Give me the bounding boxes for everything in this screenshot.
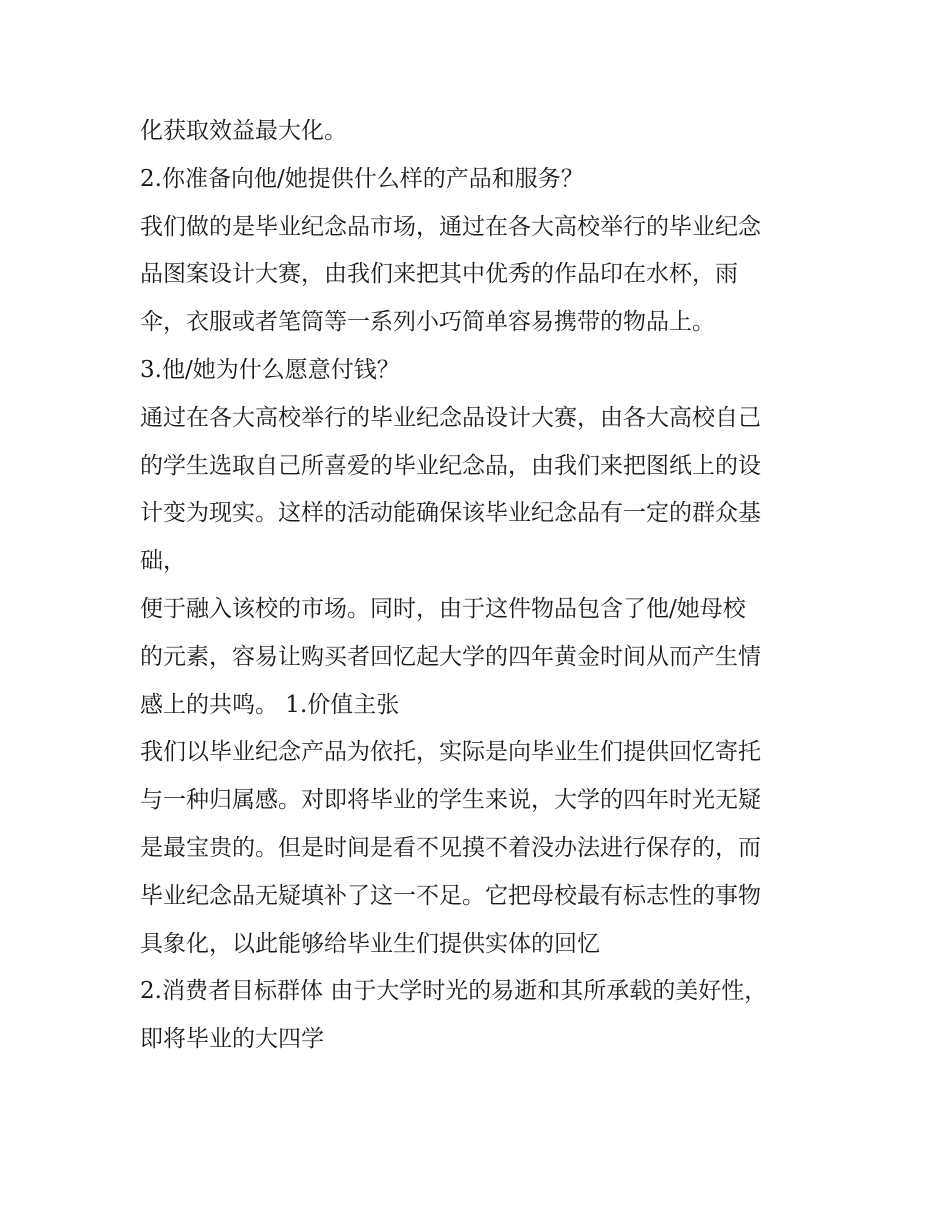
text-line: 我们以毕业纪念产品为依托，实际是向毕业生们提供回忆寄托 xyxy=(140,739,761,766)
text-line: 的学生选取自己所喜爱的毕业纪念品，由我们来把图纸上的设 xyxy=(140,452,761,479)
text-line: 伞，衣服或者笔筒等一系列小巧简单容易携带的物品上。 xyxy=(140,309,715,336)
text-line: 2.消费者目标群体 由于大学时光的易逝和其所承载的美好性， xyxy=(140,978,768,1005)
document-body xyxy=(140,108,820,1064)
question-heading: 2.你准备向他/她提供什么样的产品和服务？ xyxy=(140,165,584,192)
text-line: 具象化，以此能够给毕业生们提供实体的回忆 xyxy=(140,930,600,957)
text-line: 即将毕业的大四学 xyxy=(140,1026,324,1053)
text-line: 础， xyxy=(140,548,186,575)
text-line: 品图案设计大赛，由我们来把其中优秀的作品印在水杯，雨 xyxy=(140,261,738,288)
text-line: 的元素，容易让购买者回忆起大学的四年黄金时间从而产生情 xyxy=(140,643,761,670)
text-line: 通过在各大高校举行的毕业纪念品设计大赛，由各大高校自己 xyxy=(140,404,761,431)
text-line: 计变为现实。这样的活动能确保该毕业纪念品有一定的群众基 xyxy=(140,500,761,527)
question-heading: 3.他/她为什么愿意付钱？ xyxy=(140,356,400,383)
text-line: 便于融入该校的市场。同时，由于这件物品包含了他/她母校 xyxy=(140,595,746,622)
text-line: 毕业纪念品无疑填补了这一不足。它把母校最有标志性的事物 xyxy=(140,882,761,909)
text-line: 是最宝贵的。但是时间是看不见摸不着没办法进行保存的，而 xyxy=(140,834,761,861)
text-line: 与一种归属感。对即将毕业的学生来说，大学的四年时光无疑 xyxy=(140,787,761,814)
text-line: 我们做的是毕业纪念品市场，通过在各大高校举行的毕业纪念 xyxy=(140,213,761,240)
text-line: 化获取效益最大化。 xyxy=(140,118,347,144)
text-line: 感上的共鸣。 1.价值主张 xyxy=(140,691,400,718)
